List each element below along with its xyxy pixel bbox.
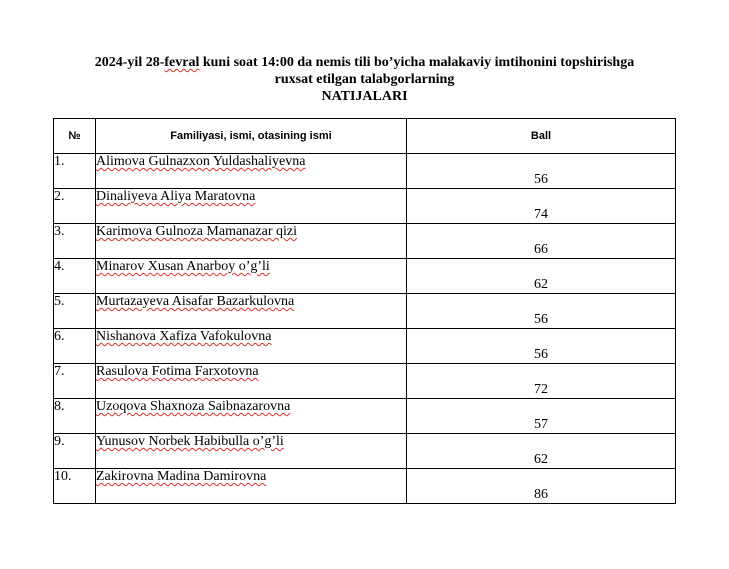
student-score: 66 [407,224,676,259]
student-name-text: Rasulova Fotima Farxotovna [96,364,259,379]
title-month: fevral [164,55,200,70]
table-row [54,189,676,224]
column-header-score: Ball [407,119,676,154]
student-score: 86 [407,469,676,504]
table-body [54,154,676,504]
table-row [54,469,676,504]
table-row [54,399,676,434]
table-row [54,434,676,469]
student-name-text: Minarov Xusan Anarboy o’g’li [96,259,270,274]
student-name [96,189,407,224]
student-name [96,294,407,329]
student-score: 72 [407,364,676,399]
title-line-1-rest: kuni soat 14:00 da nemis tili bo’yicha malakaviy imtihonini topshirishga [199,55,635,70]
row-number: 7. [54,364,96,399]
table-row [54,329,676,364]
student-name-text: Alimova Gulnazxon Yuldashaliyevna [96,154,306,169]
title-date-prefix: 2024-yil 28- [94,55,165,70]
student-name [96,329,407,364]
title-line-2: ruxsat etilgan talabgorlarning [274,72,455,87]
student-score: 56 [407,154,676,189]
student-score: 56 [407,329,676,364]
row-number: 10. [54,469,96,504]
title-line-1 [0,54,729,71]
student-name-text: Dinaliyeva Aliya Maratovna [96,189,256,204]
row-number: 8. [54,399,96,434]
document-title [0,54,729,105]
table-header-row [54,119,676,154]
student-name [96,259,407,294]
student-name [96,469,407,504]
table-row [54,224,676,259]
student-score: 62 [407,434,676,469]
column-header-name: Familiyasi, ismi, otasining ismi [96,119,407,154]
results-table [53,118,676,504]
student-score: 74 [407,189,676,224]
student-name [96,434,407,469]
student-score: 62 [407,259,676,294]
student-name [96,154,407,189]
student-name-text: Uzoqova Shaxnoza Saibnazarovna [96,399,291,414]
student-name [96,364,407,399]
student-score: 56 [407,294,676,329]
student-name-text: Zakirovna Madina Damirovna [96,469,267,484]
student-score: 57 [407,399,676,434]
column-header-number: № [54,119,96,154]
row-number: 1. [54,154,96,189]
table-row [54,294,676,329]
table-row [54,364,676,399]
student-name-text: Nishanova Xafiza Vafokulovna [96,329,272,344]
student-name [96,399,407,434]
student-name-text: Murtazayeva Aisafar Bazarkulovna [96,294,295,309]
row-number: 6. [54,329,96,364]
student-name-text: Karimova Gulnoza Mamanazar qizi [96,224,297,239]
row-number: 2. [54,189,96,224]
table-row [54,259,676,294]
table-row [54,154,676,189]
student-name-text: Yunusov Norbek Habibulla o’g’li [96,434,284,449]
student-name [96,224,407,259]
title-line-3: NATIJALARI [321,89,408,104]
row-number: 3. [54,224,96,259]
row-number: 4. [54,259,96,294]
row-number: 5. [54,294,96,329]
row-number: 9. [54,434,96,469]
